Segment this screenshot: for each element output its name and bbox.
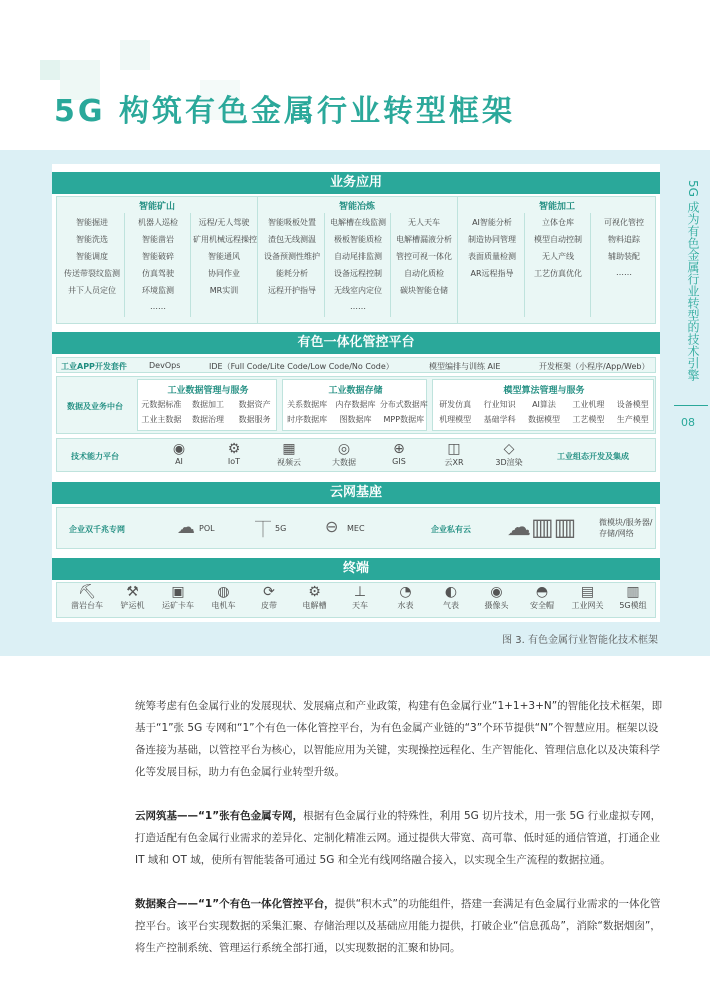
app-item: 物料追踪: [608, 235, 640, 244]
page-title: 5G 构筑有色金属行业转型框架: [54, 94, 515, 129]
decor-square: [120, 40, 150, 70]
terminal-label: 运矿卡车: [162, 601, 194, 610]
tech-label-text: GIS: [392, 457, 406, 466]
app-item: 智能洗选: [76, 235, 108, 244]
terminal-label: 天车: [352, 601, 368, 610]
app-item: 碳块智能仓储: [400, 286, 448, 295]
column-divider: [190, 213, 191, 317]
terminal-item: [611, 584, 655, 611]
tech-icon: ⊕: [393, 441, 405, 457]
app-item: 可视化管控: [604, 218, 644, 227]
app-item: 智能凿岩: [142, 235, 174, 244]
tech-icon: ▦: [282, 441, 296, 457]
paragraph-text: 统筹考虑有色金属行业的发展现状、发展痛点和产业政策，构建有色金属行业“1+1+3+N”的智能化技术框架，即基于“1”张 5G 专网和“1”个有色一体化管控平台，为有色金属产业链的“3”个环节提供“N”个智慧应用。框架以设备连接为基础，以管控平台为核心，以智能应用为关键，实现操控远程化、生产智能化、管理信息化以及决策科学化等发展目标，助力有色金属行业转型升级。: [135, 700, 663, 778]
data-item: 行业知识: [483, 400, 516, 409]
tech-label-text: IoT: [227, 457, 241, 466]
mec-icon: ⊖: [325, 517, 339, 536]
tech-item: [322, 441, 366, 468]
data-block: [432, 379, 654, 431]
app-item: 工艺仿真优化: [534, 269, 582, 278]
cloud-bar: 云网基座: [52, 482, 660, 504]
terminal-icon: ◔: [399, 584, 412, 600]
app-item: 仿真驾驶: [142, 269, 174, 278]
group-divider: [457, 197, 458, 323]
app-item: 矿用机械远程操控: [193, 235, 257, 244]
app-item: 自动化质检: [404, 269, 444, 278]
paragraph-text: 根据有色金属行业的特殊性，利用 5G 切片技术，用一张 5G 行业虚拟专网，打造适配有色金属行业需求的差异化、定制化精准云网。通过提供大带宽、高可靠、低时延的通信管道，打通企业 IT 域和 OT 域，使所有智能装备可通过 5G 和全光有线网络融合接入，以实现全生产流程的数据拉通。: [135, 810, 662, 866]
app-item: 设备预测性维护: [264, 252, 320, 261]
terminal-icon: ▣: [171, 584, 185, 600]
tech-icon: ◎: [337, 441, 351, 457]
terminal-item: [65, 584, 109, 611]
cloud-mid-label: 企业私有云: [431, 525, 471, 534]
data-item: 数据资产: [238, 400, 271, 409]
app-item: 远程/无人驾驶: [198, 218, 250, 227]
terminal-label: 气表: [443, 601, 459, 610]
data-block: [137, 379, 277, 431]
data-item: 基础学科: [483, 415, 516, 424]
app-item: 辅助装配: [608, 252, 640, 261]
data-center-label: 数据及业务中台: [67, 402, 123, 411]
app-group-title: 智能冶炼: [338, 202, 375, 212]
app-item: ……: [150, 302, 166, 311]
terminal-icon: ◐: [444, 584, 458, 600]
terminal-icon: ⚙: [308, 584, 321, 600]
app-item: 远程开护指导: [268, 286, 316, 295]
app-item: 自动尾排监测: [334, 252, 382, 261]
data-item: 设备模型: [616, 400, 649, 409]
app-item: 立体仓库: [542, 218, 574, 227]
app-item: 电解槽在线监测: [330, 218, 386, 227]
column-divider: [124, 213, 125, 317]
page-number: 08: [681, 416, 695, 429]
app-item: 能耗分析: [276, 269, 308, 278]
tech-label: 技术能力平台: [71, 452, 119, 461]
cloud-left-label: 企业双千兆专网: [69, 525, 125, 534]
data-item: AI算法: [532, 400, 556, 409]
terminal-row: [56, 582, 656, 618]
terminal-item: [384, 584, 428, 611]
data-item: 数据服务: [238, 415, 271, 424]
terminal-label: 凿岩台车: [71, 601, 103, 610]
terminal-icon: ▥: [626, 584, 640, 600]
app-suite-item: IDE（Full Code/Lite Code/Low Code/No Code）: [209, 362, 394, 371]
data-block: [282, 379, 427, 431]
side-chapter-text: 5G 成为有色金属行业转型的技术引擎: [686, 180, 700, 381]
platform-bar: 有色一体化管控平台: [52, 332, 660, 354]
column-divider: [524, 213, 525, 317]
app-section: [56, 196, 656, 324]
app-suite-item: 模型编排与训练 AIE: [429, 362, 501, 371]
data-item: 生产模型: [616, 415, 649, 424]
app-item: 井下人员定位: [68, 286, 116, 295]
app-item: 智能吸板处置: [268, 218, 316, 227]
app-item: 无线室内定位: [334, 286, 382, 295]
app-item: 智能调度: [76, 252, 108, 261]
app-item: 智能破碎: [142, 252, 174, 261]
app-item: 设备远程控制: [334, 269, 382, 278]
tech-item: [377, 441, 421, 466]
tech-item: [212, 441, 256, 466]
tech-item: [267, 441, 311, 468]
terminal-bar: 终端: [52, 558, 660, 580]
cloud-row: [56, 507, 656, 549]
tech-item: [432, 441, 476, 468]
tech-label-text: 云XR: [444, 458, 464, 467]
terminal-icon: ⚒: [126, 584, 139, 600]
terminal-item: [111, 584, 155, 611]
terminal-label: 电机车: [211, 601, 236, 610]
app-item: 无人天车: [408, 218, 440, 227]
terminal-label: 水表: [397, 601, 414, 610]
data-block-title: 工业数据管理与服务: [167, 386, 249, 396]
column-divider: [390, 213, 391, 317]
paragraph: [135, 695, 665, 783]
cloud-item: 5G: [275, 524, 287, 533]
terminal-icon: ⊥: [353, 584, 367, 600]
app-item: 表面质量检测: [468, 252, 516, 261]
terminal-label: 皮带: [261, 601, 277, 610]
terminal-item: [566, 584, 610, 611]
figure-caption: 图 3. 有色金属行业智能化技术框架: [502, 635, 658, 646]
app-item: 传送带裂纹监测: [64, 269, 120, 278]
data-item: 图数据库: [339, 415, 372, 424]
tech-label-text: 3D渲染: [495, 458, 523, 467]
cloud-pol-icon: ☁: [177, 517, 195, 538]
app-group-title: 智能矿山: [138, 202, 175, 212]
app-item: 极板智能质检: [334, 235, 382, 244]
tech-icon: ⚙: [227, 441, 241, 457]
data-item: MPP数据库: [383, 415, 425, 424]
cloud-right-label: 微模块/服务器/存储/网络: [599, 518, 653, 538]
tech-icon: ◫: [447, 441, 461, 457]
terminal-label: 摄像头: [484, 601, 509, 610]
terminal-icon: ◉: [490, 584, 503, 600]
terminal-icon: ◍: [217, 584, 230, 600]
app-suite-row: [56, 357, 656, 373]
terminal-item: [293, 584, 337, 611]
app-item: 制造协同管理: [468, 235, 516, 244]
tech-label-text: AI: [175, 457, 183, 466]
data-item: 数据模型: [527, 415, 560, 424]
cloud-item: POL: [199, 524, 215, 533]
app-suite-item: 开发框架（小程序/App/Web）: [539, 362, 650, 371]
app-item: MR实训: [209, 286, 239, 295]
terminal-label: 铲运机: [120, 601, 145, 610]
terminal-label: 电解槽: [302, 601, 327, 610]
data-item: 工业主数据: [141, 415, 182, 424]
terminal-icon: ⛏: [78, 584, 96, 600]
data-item: 研发仿真: [439, 400, 472, 409]
paragraph: [135, 893, 665, 959]
app-suite-label: 工业APP开发套件: [61, 362, 127, 371]
column-divider: [324, 213, 325, 317]
terminal-label: 5G模组: [619, 601, 647, 610]
app-group-title: 智能加工: [538, 202, 575, 212]
side-divider: [674, 405, 708, 406]
app-item: ……: [350, 302, 366, 311]
decor-square: [40, 60, 60, 80]
data-block-title: 模型算法管理与服务: [503, 386, 585, 396]
paragraph: [135, 805, 665, 871]
framework-diagram: [52, 164, 660, 622]
data-item: 工艺模型: [572, 415, 605, 424]
tech-right-label: 工业组态开发及集成: [557, 452, 629, 461]
column-divider: [590, 213, 591, 317]
paragraph-lead: 数据聚合——“1”个有色一体化管控平台，: [135, 898, 335, 910]
app-item: AI智能分析: [472, 218, 512, 227]
terminal-item: [247, 584, 291, 611]
tech-item: [487, 441, 531, 468]
group-divider: [257, 197, 258, 323]
terminal-icon: ▤: [580, 584, 595, 600]
data-item: 内存数据库: [335, 400, 376, 409]
tech-icon: ◉: [172, 441, 186, 457]
terminal-label: 工业网关: [571, 601, 604, 610]
app-item: AR远程指导: [470, 269, 514, 278]
app-item: 机器人巡检: [138, 218, 178, 227]
app-item: 管控可视一体化: [396, 252, 452, 261]
tech-item: [157, 441, 201, 466]
app-item: 智能通风: [208, 252, 240, 261]
data-item: 机理模型: [439, 415, 472, 424]
app-item: 环境监测: [142, 286, 174, 295]
terminal-item: [156, 584, 200, 611]
paragraph-lead: 云网筑基——“1”张有色金属专网，: [135, 810, 304, 822]
paragraph-text: 提供“积木式”的功能组件，搭建一套满足有色金属行业需求的一体化管控平台。该平台实现数据的采集汇聚、存储治理以及基础应用能力提供，打破企业“信息孤岛”，消除“数据烟囱”，将生产控制系统、管理运行系统全部打通，以实现数据的汇聚和协同。: [135, 898, 661, 954]
tech-icon: ◇: [503, 441, 515, 457]
data-item: 工业机理: [572, 400, 605, 409]
data-item: 时序数据库: [287, 415, 328, 424]
terminal-item: [338, 584, 382, 611]
terminal-item: [429, 584, 473, 611]
terminal-item: [475, 584, 519, 611]
cloud-item: MEC: [347, 524, 365, 533]
data-item: 关系数据库: [287, 400, 328, 409]
app-item: 协同作业: [208, 269, 240, 278]
data-item: 元数据标准: [141, 400, 182, 409]
terminal-item: [202, 584, 246, 611]
terminal-icon: ◓: [535, 584, 549, 600]
antenna-icon: ⏉: [255, 520, 272, 539]
app-bar: 业务应用: [52, 172, 660, 194]
data-item: 数据治理: [191, 415, 224, 424]
terminal-item: [520, 584, 564, 611]
app-item: 模型自动控制: [534, 235, 582, 244]
data-block-title: 工业数据存储: [328, 386, 383, 396]
tech-row: [56, 438, 656, 472]
data-center-row: [56, 376, 656, 434]
tech-label-text: 视频云: [277, 458, 301, 467]
cloud-icon: ☁▥▥: [507, 513, 577, 541]
app-item: ……: [616, 268, 632, 277]
terminal-icon: ⟳: [263, 584, 275, 600]
app-item: 渣包无线测温: [268, 235, 316, 244]
app-suite-item: DevOps: [149, 361, 181, 370]
tech-label-text: 大数据: [332, 458, 356, 467]
app-item: 智能掘进: [76, 218, 108, 227]
data-item: 数据加工: [191, 400, 224, 409]
app-item: 无人产线: [542, 252, 574, 261]
app-item: 电解槽漏液分析: [396, 235, 452, 244]
terminal-label: 安全帽: [530, 601, 554, 610]
data-item: 分布式数据库: [379, 400, 428, 409]
